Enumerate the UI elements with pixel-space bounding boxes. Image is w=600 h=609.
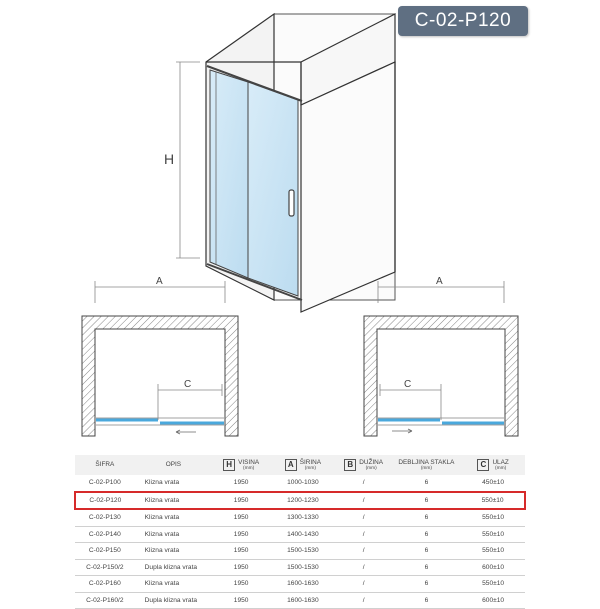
cell-opis: Klizna vrata (135, 526, 213, 543)
width-a-label-left: A (156, 276, 163, 287)
cell-debljina: 6 (392, 592, 462, 609)
cell-sirina: 1000-1030 (270, 475, 336, 492)
header-visina (212, 455, 270, 475)
cell-sifra: C-02-P150/2 (75, 559, 135, 576)
cell-sirina: 1600-1630 (270, 576, 336, 593)
cell-duzina: / (336, 526, 392, 543)
height-label: H (164, 151, 175, 167)
cell-visina: 1950 (212, 592, 270, 609)
cell-visina: 1950 (212, 509, 270, 526)
cell-opis: Klizna vrata (135, 576, 213, 593)
cell-duzina: / (336, 475, 392, 492)
header-sirina (270, 455, 336, 475)
cell-duzina: / (336, 543, 392, 560)
entry-c-label-right: C (404, 379, 412, 390)
sliding-glass-panel (248, 82, 298, 296)
cell-visina: 1950 (212, 543, 270, 560)
cell-ulaz: 550±10 (461, 526, 525, 543)
right-wall (301, 62, 395, 312)
cell-ulaz: 550±10 (461, 509, 525, 526)
cell-ulaz: 550±10 (461, 576, 525, 593)
cell-duzina: / (336, 592, 392, 609)
cell-ulaz: 550±10 (461, 492, 525, 510)
header-sifra: ŠIFRA (75, 455, 135, 475)
cell-duzina: / (336, 492, 392, 510)
cell-opis: Klizna vrata (135, 475, 213, 492)
cell-sirina: 1500-1530 (270, 543, 336, 560)
table-row (75, 475, 525, 492)
spec-table-header (75, 455, 525, 475)
cell-debljina: 6 (392, 559, 462, 576)
cell-duzina: / (336, 559, 392, 576)
duzina-unit: (mm) (365, 465, 377, 471)
cell-opis: Klizna vrata (135, 543, 213, 560)
height-h-icon: H (223, 459, 235, 471)
entry-c-label-left: C (184, 379, 192, 390)
duzina-label: DUŽINA (359, 458, 384, 466)
cell-sifra: C-02-P160 (75, 576, 135, 593)
cell-sifra: C-02-P100 (75, 475, 135, 492)
table-row (75, 543, 525, 560)
cell-sifra: C-02-P140 (75, 526, 135, 543)
sirina-label: ŠIRINA (299, 458, 322, 466)
product-code: C-02-P120 (414, 10, 512, 31)
cell-sirina: 1200-1230 (270, 492, 336, 510)
visina-label: VISINA (238, 458, 260, 466)
right-plan-view (364, 316, 518, 436)
sirina-unit: (mm) (304, 465, 316, 471)
cell-debljina: 6 (392, 543, 462, 560)
cell-debljina: 6 (392, 526, 462, 543)
table-row (75, 576, 525, 593)
cell-duzina: / (336, 576, 392, 593)
cell-sifra: C-02-P160/2 (75, 592, 135, 609)
ulaz-unit: (mm) (495, 465, 507, 471)
debljina-label: DEBLJINA STAKLA (398, 458, 455, 466)
cell-visina: 1950 (212, 576, 270, 593)
cell-visina: 1950 (212, 492, 270, 510)
cell-debljina: 6 (392, 475, 462, 492)
cell-visina: 1950 (212, 475, 270, 492)
left-plan-view (82, 316, 238, 436)
table-row (75, 592, 525, 609)
header-duzina (336, 455, 392, 475)
cell-debljina: 6 (392, 576, 462, 593)
cell-sirina: 1500-1530 (270, 559, 336, 576)
entry-c-icon: C (477, 459, 489, 471)
header-debljina (392, 455, 462, 475)
width-a-icon: A (285, 459, 297, 471)
width-a-label-right: A (436, 276, 443, 287)
table-row (75, 559, 525, 576)
height-dimension (176, 62, 200, 258)
header-opis: OPIS (135, 455, 213, 475)
door-handle-icon (289, 190, 294, 216)
cell-sifra: C-02-P120 (75, 492, 135, 510)
cell-opis: Klizna vrata (135, 509, 213, 526)
debljina-unit: (mm) (420, 465, 432, 471)
cell-debljina: 6 (392, 492, 462, 510)
sliding-door-panels (207, 66, 302, 300)
table-row-highlighted (75, 492, 525, 510)
cell-opis: Dupla klizna vrata (135, 592, 213, 609)
cell-ulaz: 450±10 (461, 475, 525, 492)
cell-opis: Dupla klizna vrata (135, 559, 213, 576)
cell-sifra: C-02-P130 (75, 509, 135, 526)
spec-table (74, 455, 526, 609)
ulaz-label: ULAZ (492, 458, 509, 466)
cell-ulaz: 600±10 (461, 559, 525, 576)
cell-visina: 1950 (212, 559, 270, 576)
length-b-icon: B (344, 459, 356, 471)
table-row (75, 509, 525, 526)
cell-opis: Klizna vrata (135, 492, 213, 510)
table-row (75, 526, 525, 543)
cell-debljina: 6 (392, 509, 462, 526)
visina-unit: (mm) (243, 465, 255, 471)
header-ulaz (461, 455, 525, 475)
cell-sirina: 1300-1330 (270, 509, 336, 526)
cell-sifra: C-02-P150 (75, 543, 135, 560)
cell-sirina: 1600-1630 (270, 592, 336, 609)
cell-visina: 1950 (212, 526, 270, 543)
cell-ulaz: 550±10 (461, 543, 525, 560)
cell-ulaz: 600±10 (461, 592, 525, 609)
cell-sirina: 1400-1430 (270, 526, 336, 543)
cell-duzina: / (336, 509, 392, 526)
